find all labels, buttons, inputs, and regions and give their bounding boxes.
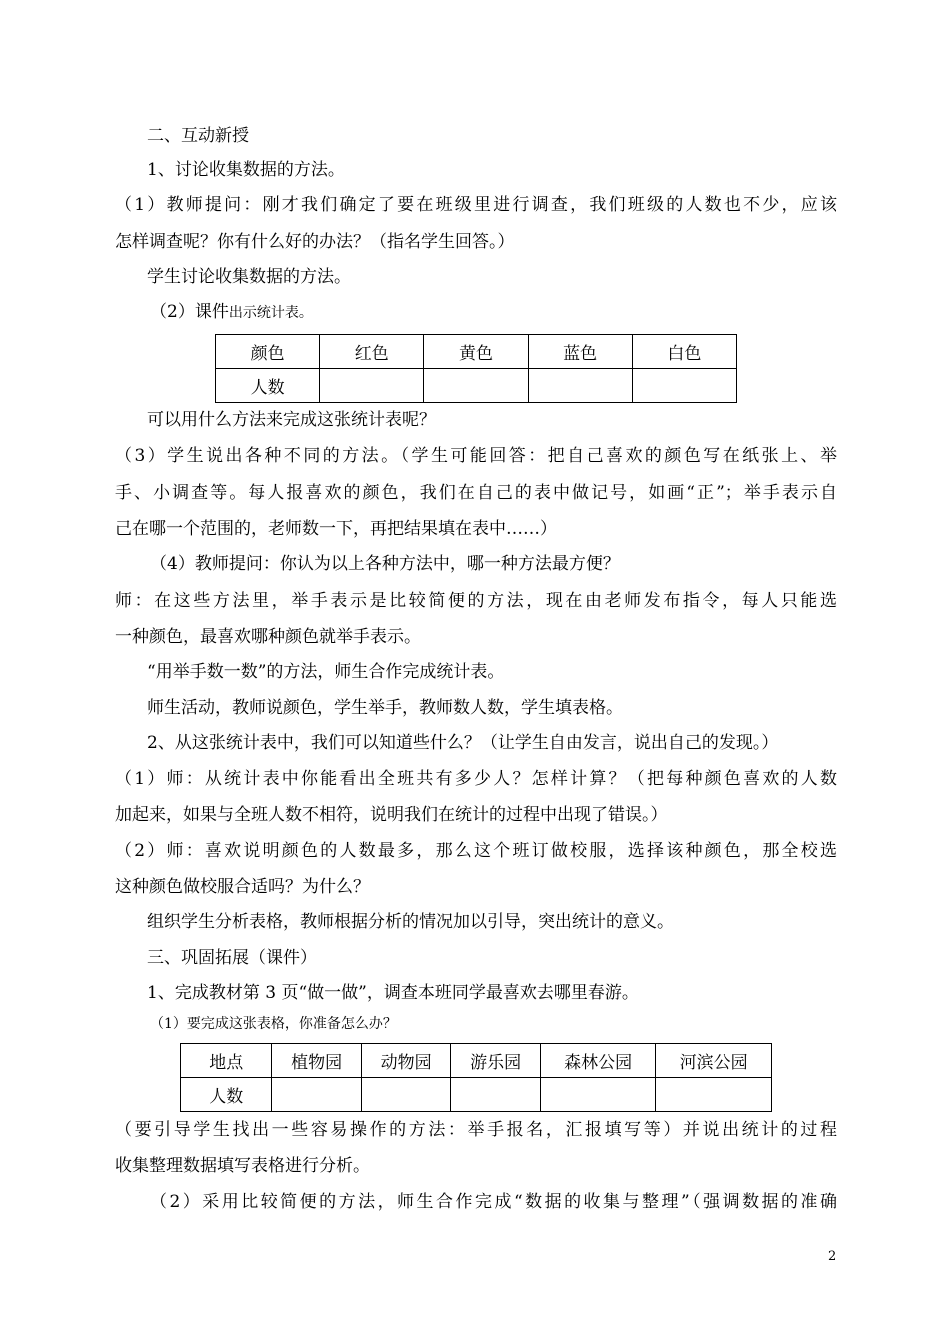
table-cell-empty: [528, 369, 632, 403]
table-cell: 游乐园: [451, 1044, 540, 1078]
table-cell-empty: [540, 1078, 656, 1112]
paragraph-line: （2）采用比较简便的方法，师生合作完成“数据的收集与整理”（强调数据的准确: [150, 1192, 837, 1212]
table-row: [181, 1078, 772, 1112]
table-cell-empty: [424, 369, 528, 403]
paragraph-line: 2、从这张统计表中，我们可以知道些什么？（让学生自由发言，说出自己的发现。）: [147, 733, 779, 753]
table-cell: 人数: [181, 1078, 272, 1112]
paragraph-line: 师生活动，教师说颜色，学生举手，教师数人数，学生填表格。: [147, 698, 623, 718]
paragraph-line: 师：在这些方法里，举手表示是比较简便的方法，现在由老师发布指令，每人只能选: [115, 591, 837, 611]
paragraph-line: 加起来，如果与全班人数不相符，说明我们在统计的过程中出现了错误。）: [115, 805, 668, 825]
table-cell: 黄色: [424, 335, 528, 369]
paragraph-line: 1、讨论收集数据的方法。: [147, 160, 345, 180]
paragraph-line: （1）教师提问：刚才我们确定了要在班级里进行调查，我们班级的人数也不少，应该: [115, 195, 837, 215]
paragraph-line: 收集整理数据填写表格进行分析。: [115, 1156, 370, 1176]
paragraph-line: 己在哪一个范围的，老师数一下，再把结果填在表中……）: [115, 519, 557, 539]
table-cell-empty: [361, 1078, 450, 1112]
table-cell-empty: [320, 369, 424, 403]
table-cell: 人数: [216, 369, 320, 403]
table-cell-empty: [451, 1078, 540, 1112]
table-row: [216, 369, 737, 403]
paragraph-line: （3）学生说出各种不同的方法。（学生可能回答：把自己喜欢的颜色写在纸张上、举: [115, 446, 837, 466]
table-cell: 蓝色: [528, 335, 632, 369]
table-row: [181, 1044, 772, 1078]
paragraph-line: “用举手数一数”的方法，师生合作完成统计表。: [147, 662, 505, 682]
paragraph-line: 1、完成教材第 3 页“做一做”，调查本班同学最喜欢去哪里春游。: [147, 983, 639, 1003]
paragraph-line: 组织学生分析表格，教师根据分析的情况加以引导，突出统计的意义。: [147, 912, 674, 932]
paragraph-text-small: 出示统计表。: [228, 305, 313, 321]
paragraph-line: 一种颜色，最喜欢哪种颜色就举手表示。: [115, 627, 421, 647]
paragraph-text: （2）课件: [150, 302, 229, 322]
page-number: 2: [828, 1249, 837, 1264]
table-cell: 植物园: [272, 1044, 361, 1078]
table-cell: 白色: [632, 335, 736, 369]
table-cell-empty: [272, 1078, 361, 1112]
paragraph-line: 怎样调查呢？你有什么好的办法？（指名学生回答。）: [115, 232, 515, 252]
color-stat-table: [215, 334, 737, 403]
paragraph-line: [150, 301, 313, 324]
table-cell: 森林公园: [540, 1044, 656, 1078]
paragraph-line: （1）要完成这张表格，你准备怎么办？: [150, 1016, 397, 1032]
paragraph-line: （2）师：喜欢说明颜色的人数最多，那么这个班订做校服，选择该种颜色，那全校选: [115, 841, 837, 861]
table-cell: 河滨公园: [656, 1044, 772, 1078]
paragraph-line: （4）教师提问：你认为以上各种方法中，哪一种方法最方便？: [150, 554, 620, 574]
paragraph-line: 学生讨论收集数据的方法。: [147, 267, 351, 287]
table-cell: 红色: [320, 335, 424, 369]
table-cell: 动物园: [361, 1044, 450, 1078]
section-heading-3: 三、巩固拓展（课件）: [147, 948, 317, 968]
location-stat-table: [180, 1043, 772, 1112]
section-heading-2: 二、互动新授: [147, 126, 249, 146]
paragraph-line: （要引导学生找出一些容易操作的方法：举手报名，汇报填写等）并说出统计的过程: [115, 1120, 837, 1140]
table-cell-empty: [632, 369, 736, 403]
paragraph-line: 可以用什么方法来完成这张统计表呢？: [147, 410, 436, 430]
table-row: [216, 335, 737, 369]
paragraph-line: （1）师：从统计表中你能看出全班共有多少人？怎样计算？（把每种颜色喜欢的人数: [115, 769, 837, 789]
paragraph-line: 这种颜色做校服合适吗？为什么？: [115, 877, 370, 897]
table-cell: 颜色: [216, 335, 320, 369]
table-cell-empty: [656, 1078, 772, 1112]
table-cell: 地点: [181, 1044, 272, 1078]
paragraph-line: 手、小调查等。每人报喜欢的颜色，我们在自己的表中做记号，如画“正”；举手表示自: [115, 483, 837, 503]
